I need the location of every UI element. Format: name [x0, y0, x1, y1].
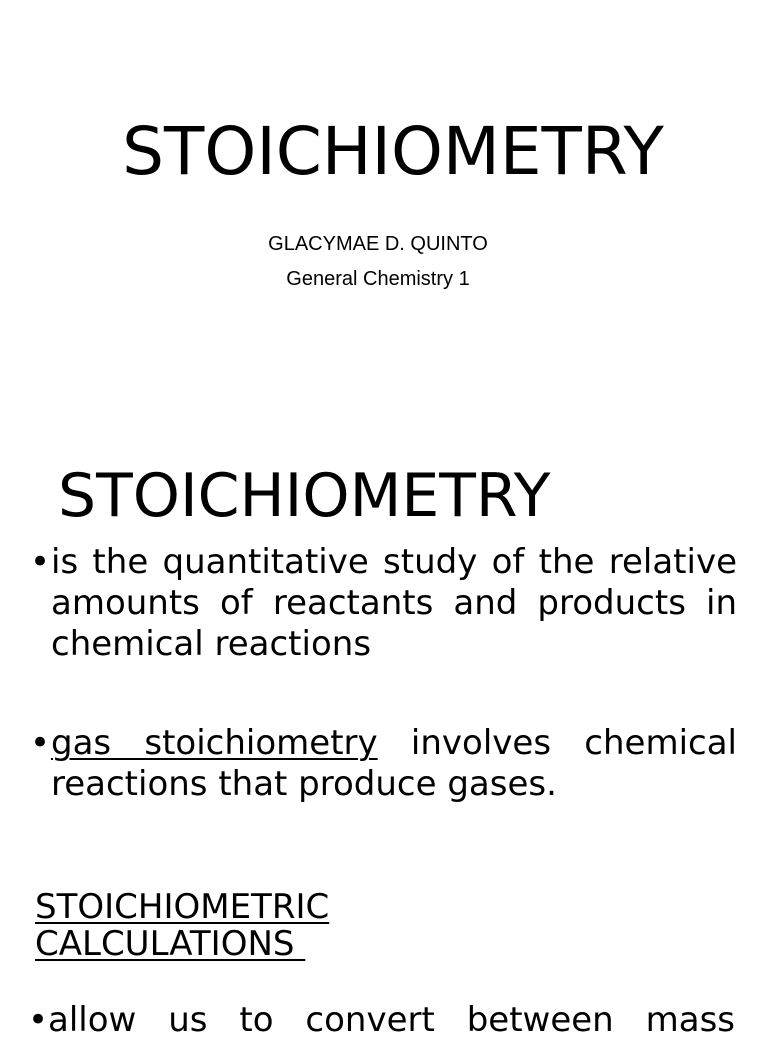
gas-stoichiometry-description: involves chemical reactions that produce gases.	[51, 723, 737, 804]
bullet-text	[51, 723, 737, 805]
bullet-marker: •	[30, 542, 51, 582]
course-name: General Chemistry 1	[286, 268, 470, 290]
gas-stoichiometry-term: gas stoichiometry	[51, 723, 378, 763]
author-name: GLACYMAE D. QUINTO	[268, 233, 488, 255]
definition-slide	[0, 400, 768, 1040]
slide-title: STOICHIOMETRY	[58, 461, 551, 531]
bullet-marker: •	[28, 1000, 49, 1040]
bullet-text: allow us to convert between mass	[48, 1000, 735, 1040]
main-title: STOICHIOMETRY	[122, 113, 664, 190]
title-slide	[0, 0, 768, 400]
bullet-text: is the quantitative study of the relative amounts of reactants and products in chemical reactions	[51, 542, 737, 664]
bullet-calculations	[28, 1000, 735, 1041]
heading-line-1: STOICHIOMETRIC	[35, 887, 330, 927]
section-heading	[35, 889, 329, 963]
bullet-definition	[30, 542, 737, 665]
bullet-gas-stoichiometry	[30, 723, 737, 805]
bullet-marker: •	[30, 723, 51, 763]
heading-line-2: CALCULATIONS	[35, 924, 306, 964]
